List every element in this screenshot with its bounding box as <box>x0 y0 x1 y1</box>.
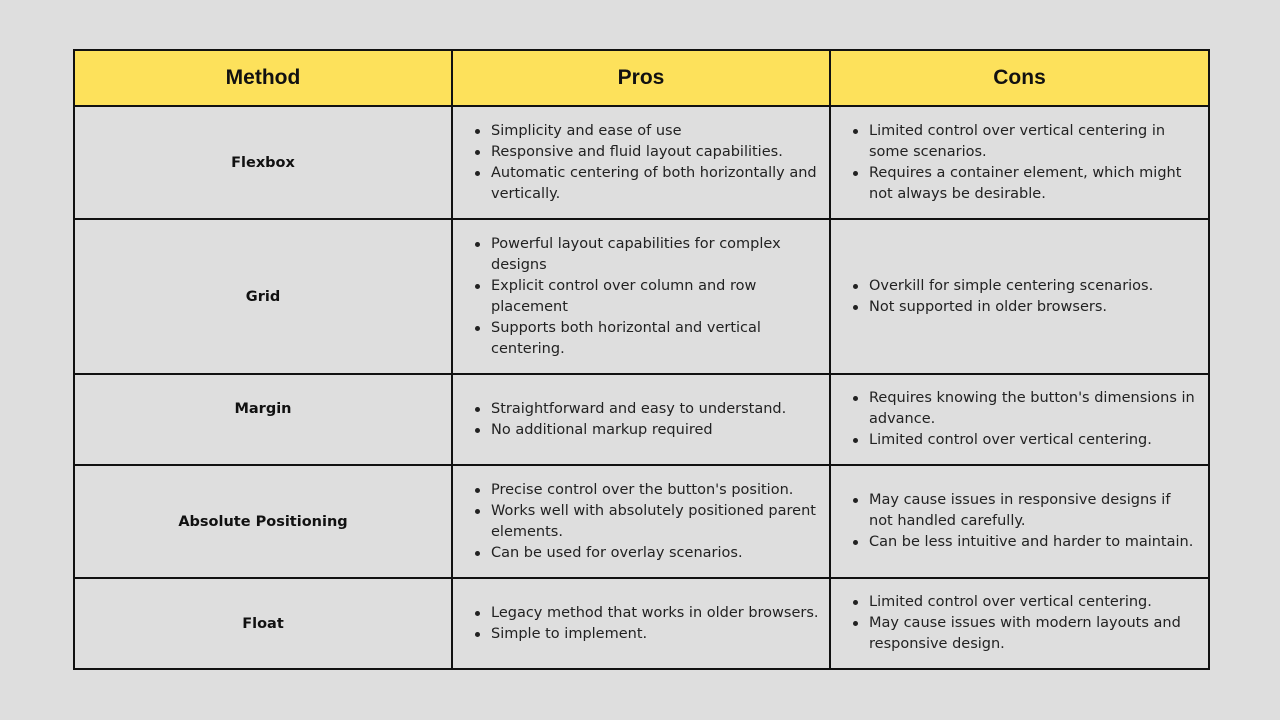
cons-item: Overkill for simple centering scenarios. <box>853 276 1198 297</box>
method-cell: Margin <box>74 374 452 465</box>
pros-item: Can be used for overlay scenarios. <box>475 543 819 564</box>
cons-cell <box>830 219 1209 374</box>
pros-cell <box>452 219 830 374</box>
table-row <box>74 106 1209 219</box>
pros-cell <box>452 374 830 465</box>
table-row <box>74 219 1209 374</box>
column-header-method: Method <box>74 50 452 106</box>
pros-cell <box>452 578 830 669</box>
cons-item: May cause issues with modern layouts and responsive design. <box>853 613 1198 655</box>
pros-list <box>453 480 829 564</box>
cons-item: May cause issues in responsive designs if not handled carefully. <box>853 490 1198 532</box>
cons-item: Requires a container element, which might not always be desirable. <box>853 163 1198 205</box>
pros-item: Explicit control over column and row placement <box>475 276 819 318</box>
pros-item: No additional markup required <box>475 420 819 441</box>
pros-item: Legacy method that works in older browsers. <box>475 603 819 624</box>
cons-list <box>831 490 1208 553</box>
comparison-table <box>73 49 1210 670</box>
pros-item: Works well with absolutely positioned parent elements. <box>475 501 819 543</box>
header-row <box>74 50 1209 106</box>
pros-item: Simplicity and ease of use <box>475 121 819 142</box>
pros-item: Automatic centering of both horizontally and vertically. <box>475 163 819 205</box>
pros-item: Simple to implement. <box>475 624 819 645</box>
cons-item: Requires knowing the button's dimensions in advance. <box>853 388 1198 430</box>
cons-item: Not supported in older browsers. <box>853 297 1198 318</box>
method-cell: Float <box>74 578 452 669</box>
cons-item: Limited control over vertical centering. <box>853 592 1198 613</box>
pros-cell <box>452 106 830 219</box>
pros-item: Supports both horizontal and vertical centering. <box>475 318 819 360</box>
cons-item: Can be less intuitive and harder to maintain. <box>853 532 1198 553</box>
column-header-pros: Pros <box>452 50 830 106</box>
table-row <box>74 465 1209 578</box>
pros-list <box>453 234 829 360</box>
cons-cell <box>830 578 1209 669</box>
method-cell: Absolute Positioning <box>74 465 452 578</box>
pros-item: Powerful layout capabilities for complex designs <box>475 234 819 276</box>
cons-list <box>831 388 1208 451</box>
cons-list <box>831 276 1208 318</box>
table-row <box>74 374 1209 465</box>
cons-cell <box>830 374 1209 465</box>
cons-list <box>831 121 1208 205</box>
pros-list <box>453 121 829 205</box>
cons-item: Limited control over vertical centering. <box>853 430 1198 451</box>
column-header-cons: Cons <box>830 50 1209 106</box>
table-row <box>74 578 1209 669</box>
pros-list <box>453 603 829 645</box>
method-cell: Flexbox <box>74 106 452 219</box>
pros-item: Straightforward and easy to understand. <box>475 399 819 420</box>
pros-cell <box>452 465 830 578</box>
pros-item: Responsive and fluid layout capabilities. <box>475 142 819 163</box>
pros-item: Precise control over the button's position. <box>475 480 819 501</box>
method-cell: Grid <box>74 219 452 374</box>
cons-item: Limited control over vertical centering in some scenarios. <box>853 121 1198 163</box>
pros-list <box>453 399 829 441</box>
cons-cell <box>830 106 1209 219</box>
cons-list <box>831 592 1208 655</box>
cons-cell <box>830 465 1209 578</box>
